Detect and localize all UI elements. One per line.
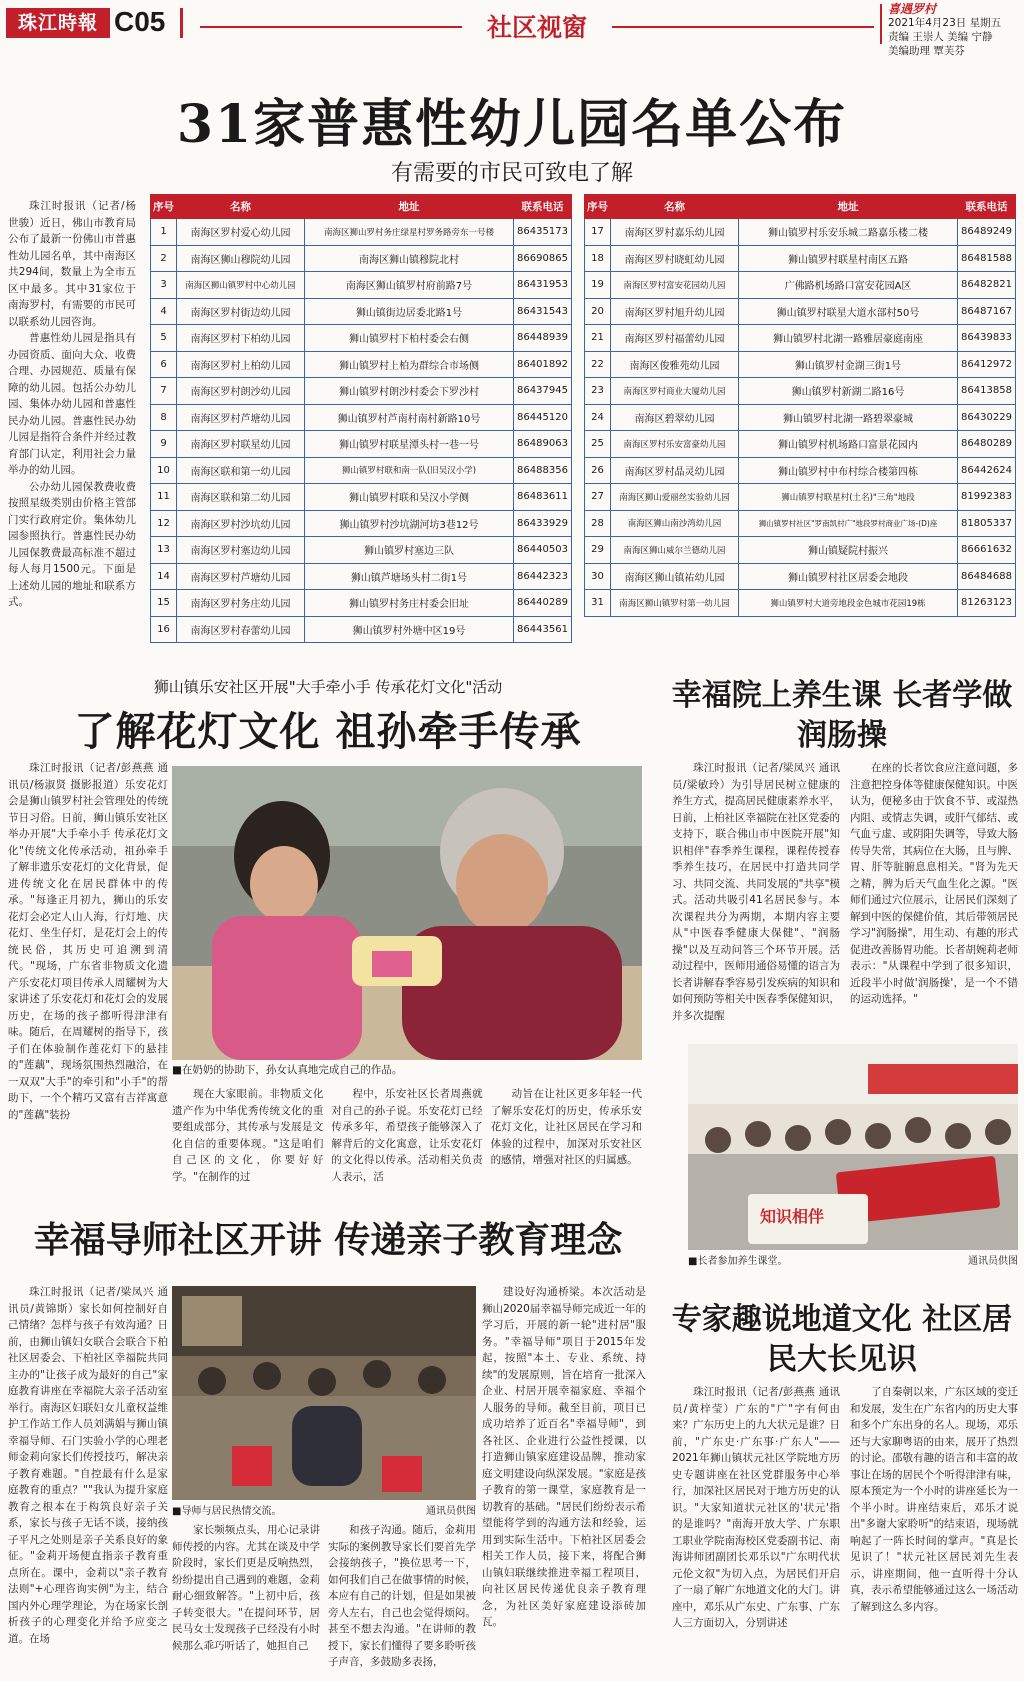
kindergarten-name: 南海区罗村芦塘幼儿园 (177, 404, 305, 431)
row-number: 1 (151, 219, 177, 246)
row-number: 13 (151, 537, 177, 564)
story3-photo-credit: 通讯员供图 (426, 1506, 476, 1517)
table-row (585, 457, 1016, 484)
issue-date: 2021年4月23日 星期五 (888, 17, 1002, 29)
row-number: 19 (585, 272, 611, 299)
contact-phone: 86483611 (514, 484, 572, 511)
contact-phone: 86487167 (958, 298, 1016, 325)
contact-phone: 86413858 (958, 378, 1016, 405)
kindergarten-name: 南海区罗村街边幼儿园 (177, 298, 305, 325)
story4-text: 了自秦朝以来，广东区域的变迁和发展，发生在广东省内的历史大事和多个广东出身的名人。现场，邓乐还与大家聊粤语的由来，展开了热烈的讨论。邵敬有趣的语言和丰富的故事让在场的居民个个听得津津有味，原本预定为一个小时的讲座延长为一个半小时。讲座结束后，邓乐才说出"多谢大家聆听"的结束语，现场就响起了一阵长时间的掌声。"真是长见识了！"状元社区居民刘先生表示，讲座期间，他一直听得十分认真，表示希望能够通过这么一场活动了解到这么多内容。 (850, 1386, 1018, 1613)
story1-text: 现在大家眼前。非物质文化遗产作为中华优秀传统文化的重要组成部分，其传承与发展是文化自信的重要体现。"这是咱们自己区的文化，你要好好学。"在制作的过 (172, 1088, 324, 1183)
col-header: 地址 (739, 195, 958, 219)
table-row (585, 245, 1016, 272)
table-row (585, 510, 1016, 537)
col-header: 地址 (305, 195, 514, 219)
story4-text: 珠江时报讯（记者/彭燕燕 通讯员/黄梓莹）广东的"广"字有何由来？广东历史上的九大状元是谁？日前，"广东史·广东事·广东人"——2021年狮山镇状元社区学院地方历史专题讲座在社区党群服务中心举行，加深社区居民对于地方历史的认识。"大家知道状元社区的'状元'指的是谁吗？"南海开放大学、广东职工职业学院南海校区党委副书记、南海讲师团副团长邓乐以"广东明代状元伦文叙"为切入点，为居民们开启了一扇了解广东地道文化的大门。讲座中，邓乐从广东史、广东事、广东人三方面切入，分别讲述 (672, 1386, 840, 1629)
row-number: 22 (585, 351, 611, 378)
contact-phone: 86430229 (958, 404, 1016, 431)
kindergarten-address: 狮山镇罗村北湖一路雅居豪庭南座 (739, 325, 958, 352)
contact-phone: 86482821 (958, 272, 1016, 299)
row-number: 11 (151, 484, 177, 511)
masthead (0, 0, 1024, 57)
row-number: 18 (585, 245, 611, 272)
kindergarten-address: 狮山镇罗村塞边三队 (305, 537, 514, 564)
contact-phone: 81805337 (958, 510, 1016, 537)
story3-headline: 幸福导师社区开讲 传递亲子教育理念 (33, 1219, 623, 1261)
table-row (151, 298, 572, 325)
kindergarten-address: 广佛路机场路口富安花园A区 (739, 272, 958, 299)
kindergarten-name: 南海区罗村朗沙幼儿园 (177, 378, 305, 405)
kindergarten-address: 狮山镇罗村外塘中区19号 (305, 616, 514, 643)
story2-caption-text: ■长者参加养生课堂。 (688, 1256, 788, 1267)
contact-phone: 81992383 (958, 484, 1016, 511)
contact-phone: 86442624 (958, 457, 1016, 484)
story2-photo-credit: 通讯员供图 (968, 1256, 1018, 1267)
row-number: 4 (151, 298, 177, 325)
intro-paragraph: 普惠性幼儿园是指具有办园资质、面向大众、收费合理、办园规范、质量有保障的幼儿园。包括公办幼儿园、集体办幼儿园和普惠性民办幼儿园。普惠性民办幼儿园是指符合条件并经过教育部门认定，利用社会力量举办的幼儿园。 (8, 332, 136, 476)
col-header: 名称 (177, 195, 305, 219)
header-rule-right (612, 26, 874, 28)
kindergarten-address: 狮山镇街边居委北路1号 (305, 298, 514, 325)
kindergarten-name: 南海区狮山爱丽丝实验幼儿园 (611, 484, 739, 511)
kindergarten-name: 南海区罗村联星幼儿园 (177, 431, 305, 458)
edition-brand: 喜遇罗村 (888, 2, 937, 16)
kindergarten-address: 南海区狮山罗村务庄绿星村罗务路旁东一号楼 (305, 219, 514, 246)
row-number: 20 (585, 298, 611, 325)
kindergarten-address: 狮山镇罗村联和南一队(旧吴汉小学) (305, 457, 514, 484)
contact-phone: 81263123 (958, 590, 1016, 617)
kindergarten-address: 狮山镇罗村联星村(土名)"三角"地段 (739, 484, 958, 511)
intro-paragraph: 公办幼儿园保教费收费按照星级类别由价格主管部门实行政府定价。集体幼儿园参照执行。普惠性民办幼儿园保教费最高标准不超过每人每月1500元。下面是上述幼儿园的地址和联系方式。 (8, 480, 136, 608)
kindergarten-address: 狮山镇罗村乐安乐城二路嘉乐楼二楼 (739, 219, 958, 246)
kindergarten-address: 狮山镇疑院村振兴 (739, 537, 958, 564)
table-row (585, 298, 1016, 325)
kindergarten-name: 南海区罗村爱心幼儿园 (177, 219, 305, 246)
kindergarten-address: 狮山镇罗村沙坑湖河坊3巷12号 (305, 510, 514, 537)
table-row (585, 563, 1016, 590)
table-row (585, 590, 1016, 617)
story3-columns (172, 1522, 476, 1676)
kindergarten-address: 狮山镇罗村朗沙村委会下罗沙村 (305, 378, 514, 405)
story1-kicker: 狮山镇乐安社区开展"大手牵小手 传承花灯文化"活动 (153, 678, 503, 696)
contact-phone: 86431543 (514, 298, 572, 325)
kindergarten-name: 南海区狮山镇祐幼儿园 (611, 563, 739, 590)
story1-text: 珠江时报讯（记者/彭燕燕 通讯员/杨淑贤 摄影报道）乐安花灯会是狮山镇罗村社会管理处的传统节日习俗。日前，狮山镇乐安社区举办开展"大手牵小手 传承花灯文化"传统文化传承活动，祖孙牵手了解非遗乐安花灯的文化背景，促进传统文化在居民群体中的传承。"每逢正月初九，狮山的乐安花灯会必定人山人海，行灯地、庆花灯、坐生仔灯，是花灯会上的传统民俗，其历史可追溯到清代。"现场，广东省非物质文化遗产乐安花灯项目传承人周耀树为大家讲述了乐安花灯和花灯会的发展历史，在场的孩子都听得津津有味。随后，在周耀树的指导下，孩子们在体验制作莲花灯下的悬挂的"莲藕"，现场氛围热烈融洽，在一双双"大手"的牵引和"小手"的帮助下，一个个精巧又富有吉祥寓意的"莲藕"装扮 (8, 762, 168, 1121)
row-number: 31 (585, 590, 611, 617)
kindergarten-address: 狮山镇罗村联星村南区五路 (739, 245, 958, 272)
story1-column (491, 1086, 642, 1172)
story3-text: 建设好沟通桥梁。本次活动是狮山2020届幸福导师完成近一年的学习后，开展的新一轮"进村居"服务。"幸福导师"项目于2015年发起，按照"本土、专业、系统、持续"的发展原则，旨在培育一批深入企业、村居开展幸福家庭、幸福个人服务的导师。截至目前，项目已成功培养了近百名"幸福导师"，到各社区、企业进行公益性授课，以打造狮山镇家庭建设品牌，推动家庭文明建设向纵深发展。"家庭是孩子教育的第一课堂，家庭教育是一切教育的基础。"居民们纷纷表示希望能将学到的沟通方法和经验，运用到实际生活中。下柏社区居委会相关工作人员，接下来，将配合狮山镇妇联继续推进幸福工程项目，向社区居民传递优良亲子教育理念，为社区美好家庭建设添砖加瓦。 (482, 1286, 646, 1628)
row-number: 2 (151, 245, 177, 272)
col-header: 联系电话 (958, 195, 1016, 219)
main-headline: 31家普惠性幼儿园名单公布 (176, 94, 848, 155)
row-number: 8 (151, 404, 177, 431)
section-title: 社区视窗 (486, 13, 587, 42)
kindergarten-name: 南海区罗村上柏幼儿园 (177, 351, 305, 378)
kindergarten-name: 南海区狮山穆院幼儿园 (177, 245, 305, 272)
contact-phone: 86437945 (514, 378, 572, 405)
kindergarten-address: 狮山镇罗村大道旁地段金色城市花园19栋 (739, 590, 958, 617)
row-number: 7 (151, 378, 177, 405)
story3-photo (172, 1286, 476, 1500)
contact-phone: 86412972 (958, 351, 1016, 378)
row-number: 10 (151, 457, 177, 484)
kindergarten-name: 南海区联和第二幼儿园 (177, 484, 305, 511)
kindergarten-address: 狮山镇罗村社区"罗南凯村广"地段罗村商业广场-(D)座 (739, 510, 958, 537)
kindergarten-address: 狮山镇罗村下柏村委会右侧 (305, 325, 514, 352)
col-header: 名称 (611, 195, 739, 219)
story2-column (850, 760, 1018, 1036)
contact-phone: 86448939 (514, 325, 572, 352)
banner-text: 知识相伴 (760, 1207, 825, 1226)
contact-phone: 86489063 (514, 431, 572, 458)
col-header: 联系电话 (514, 195, 572, 219)
story4-column (850, 1384, 1018, 1676)
kindergarten-address: 狮山镇罗村芦南村南村新路10号 (305, 404, 514, 431)
row-number: 21 (585, 325, 611, 352)
kindergarten-name: 南海区罗村旭升幼儿园 (611, 298, 739, 325)
table-row (151, 272, 572, 299)
table-row (585, 219, 1016, 246)
contact-phone: 86440503 (514, 537, 572, 564)
story1-column (8, 760, 168, 1170)
editor-credit: 责编 王崇人 美编 宁静 (888, 31, 993, 43)
table-row (585, 537, 1016, 564)
intro-paragraph: 珠江时报讯（记者/杨世骏）近日，佛山市教育局公布了最新一份佛山市普惠性幼儿园名单，其中南海区共294间，数量上为全市五区中最多。其中31家位于南海罗村，有需要的市民可以联系幼儿园咨询。 (8, 200, 136, 328)
table-row (585, 404, 1016, 431)
contact-phone: 86661632 (958, 537, 1016, 564)
table-row (585, 272, 1016, 299)
parenting-lecture-photo-icon (172, 1286, 476, 1500)
kindergarten-name: 南海区狮山威尔兰德幼儿园 (611, 537, 739, 564)
story1-text: 动旨在让社区更多年轻一代了解乐安花灯的历史，传承乐安花灯文化，让社区居民在学习和体验的过程中，加深对乐安社区的感情，增强对社区的归属感。 (490, 1088, 642, 1166)
table-row (151, 616, 572, 643)
header-info-divider (880, 4, 882, 44)
kindergarten-address: 狮山镇罗村联星潭头村一巷一号 (305, 431, 514, 458)
newspaper-logo: 珠江時報 (6, 8, 110, 38)
contact-phone: 86443561 (514, 616, 572, 643)
kindergarten-address: 南海区狮山镇罗村府前路7号 (305, 272, 514, 299)
contact-phone: 86488356 (514, 457, 572, 484)
story3-column (172, 1522, 320, 1676)
kindergarten-name: 南海区罗村沙坑幼儿园 (177, 510, 305, 537)
kindergarten-name: 南海区罗村塞边幼儿园 (177, 537, 305, 564)
table-row (585, 484, 1016, 511)
story1-headline: 了解花灯文化 祖孙牵手传承 (74, 708, 582, 755)
kindergarten-name: 南海区罗村乐安富豪幼儿园 (611, 431, 739, 458)
story2-text: 在座的长者饮食应注意问题，多注意把控身体等健康保健知识。中医认为，便秘多由于饮食不节、或湿热内阻、或情志失调，或肝气郁结、或气血亏虚、或阴阳失调等，导致大肠传导失常，其病位在大肠，且与脾、胃、肝等脏腑息息相关。"肾为先天之精，脾为后天气血生化之源。"医师们通过穴位展示，让居民们深刻了解到中医的保健价值，其后带领居民学习"润肠操"，用生动、有趣的形式促进改善肠胃功能。长者胡婉莉老师表示："从课程中学到了很多知识，近段半小时做'润肠操'，是一个不错的运动选择。" (850, 762, 1018, 1005)
row-number: 3 (151, 272, 177, 299)
contact-phone: 86481588 (958, 245, 1016, 272)
kindergarten-name: 南海区罗村富安花园幼儿园 (611, 272, 739, 299)
kindergarten-address: 狮山镇罗村上柏为群综合市场侧 (305, 351, 514, 378)
kindergarten-table-left (150, 194, 572, 643)
table-row (151, 563, 572, 590)
kindergarten-address: 南海区狮山镇穆院北村 (305, 245, 514, 272)
kindergarten-table-right (584, 194, 1016, 617)
table-row (151, 590, 572, 617)
table-row (151, 219, 572, 246)
story1-caption: ■在奶奶的协助下，孙女认真地完成自己的作品。 (172, 1064, 403, 1076)
story4-headline: 专家趣说地道文化 社区居民大长见识 (671, 1302, 1013, 1377)
story2-column (672, 760, 840, 1036)
kindergarten-address: 狮山镇罗村新湖二路16号 (739, 378, 958, 405)
kindergarten-name: 南海区狮山镇罗村第一幼儿园 (611, 590, 739, 617)
row-number: 28 (585, 510, 611, 537)
contact-phone: 86433929 (514, 510, 572, 537)
kindergarten-name: 南海区罗村下柏幼儿园 (177, 325, 305, 352)
kindergarten-address: 狮山镇罗村联和吴汉小学侧 (305, 484, 514, 511)
page-number: C05 (114, 6, 166, 37)
contact-phone: 86439833 (958, 325, 1016, 352)
kindergarten-name: 南海区罗村嘉乐幼儿园 (611, 219, 739, 246)
kindergarten-address: 狮山镇罗村中布村综合楼第四栋 (739, 457, 958, 484)
table-row (151, 351, 572, 378)
row-number: 5 (151, 325, 177, 352)
table-row (151, 325, 572, 352)
row-number: 29 (585, 537, 611, 564)
story3-text: 珠江时报讯（记者/梁凤兴 通讯员/黄锦斯）家长如何控制好自己情绪？怎样与孩子有效沟通？日前，由狮山镇妇女联合会联合下柏社区居委会、下柏社区幸福院共同主办的"让孩子成为最好的自己"家庭教育讲座在幸福院大亲子活动室举行。南海区妇联妇女儿童权益维护工作站工作人员刘满娟与狮山镇幸福导师、石门实验小学的心理老师金莉向家长们传授技巧，解决亲子教育难题。"自控最有什么是家庭教育的重点？""我认为提升家庭教育之根本在于构筑良好亲子关系，家长与孩子无话不谈，接纳孩子平凡之处则是亲子关系良好的象征。"金莉开场便直指亲子教育重点所在。课中，金莉以"亲子教育法则"+心理咨询实例"为主，结合国内外心理学理论，为在场家长剖析孩子的心理变化并给予应变之道。在场 (8, 1286, 168, 1645)
kindergarten-name: 南海区罗村福蕾幼儿园 (611, 325, 739, 352)
table-row (585, 431, 1016, 458)
story4-columns (672, 1384, 1018, 1676)
kindergarten-name: 南海区罗村务庄幼儿园 (177, 590, 305, 617)
row-number: 26 (585, 457, 611, 484)
row-number: 30 (585, 563, 611, 590)
story4-column (672, 1384, 840, 1676)
table-row (585, 351, 1016, 378)
table-row (151, 484, 572, 511)
assistant-credit: 美编助理 覃芙芬 (888, 45, 965, 57)
table-row (151, 537, 572, 564)
lantern-craft-photo-icon (172, 766, 642, 1060)
kindergarten-name: 南海区联和第一幼儿园 (177, 457, 305, 484)
story3-caption (172, 1502, 476, 1517)
row-number: 25 (585, 431, 611, 458)
row-number: 27 (585, 484, 611, 511)
contact-phone: 86440289 (514, 590, 572, 617)
contact-phone: 86435173 (514, 219, 572, 246)
story2-text: 珠江时报讯（记者/梁凤兴 通讯员/梁敏玲）为引导居民树立健康的养生方式，提高居民健康素养水平，日前，上柏社区幸福院在社区党委的支持下，联合佛山市中医院开展"知识相伴"春季养生课程，课程传授春季养生技巧，在居民中打造共同学习、共同交流、共同发展的"共享"模式。活动共吸引41名居民参与。本次课程共分为两期，本期内容主要从"中医春季健康大保健"、"润肠操"以及互动问答三个环节开展。活动过程中，医师用通俗易懂的语言为长者讲解春季容易引发疾病的知识和如何预防等相关中医春季保健知识，并多次提醒 (672, 762, 840, 1022)
story2-columns (672, 760, 1018, 1036)
table-row (151, 245, 572, 272)
row-number: 16 (151, 616, 177, 643)
kindergarten-address: 狮山镇罗村社区居委会地段 (739, 563, 958, 590)
row-number: 17 (585, 219, 611, 246)
story3-column (482, 1284, 646, 1676)
kindergarten-name: 南海区俊雅苑幼儿园 (611, 351, 739, 378)
contact-phone: 86690865 (514, 245, 572, 272)
story2-caption (688, 1252, 1018, 1267)
kindergarten-address: 狮山镇罗村联星大道水部村50号 (739, 298, 958, 325)
table-row (151, 431, 572, 458)
header-rule-left (200, 26, 462, 28)
row-number: 9 (151, 431, 177, 458)
contact-phone: 86484688 (958, 563, 1016, 590)
story3-caption-text: ■导师与居民热情交流。 (172, 1506, 282, 1517)
story1-text: 程中，乐安社区长者周燕就对自己的孙子说。乐安花灯已经传承多年，希望孩子能够深入了解背后的文化寓意，让乐安花灯的文化得以传承。活动相关负责人表示，活 (331, 1088, 483, 1183)
contact-phone: 86442323 (514, 563, 572, 590)
story3-text: 家长频频点头，用心记录讲师传授的内容。尤其在谈及中学阶段时，家长们更是反响热烈，纷纷提出自己遇到的难题，金莉耐心细致解答。"上初中后，孩子转变很大。"在提问环节，居民马女士发现孩子已经没有小时候那么乖巧听话了，她担自己 (172, 1524, 320, 1652)
kindergarten-name: 南海区狮山南沙湾幼儿园 (611, 510, 739, 537)
header-divider (180, 8, 183, 38)
story1-column (331, 1086, 483, 1183)
kindergarten-name: 南海区碧翠幼儿园 (611, 404, 739, 431)
table-row (585, 325, 1016, 352)
kindergarten-name: 南海区狮山镇罗村中心幼儿园 (177, 272, 305, 299)
main-subheadline: 有需要的市民可致电了解 (390, 161, 633, 186)
row-number: 15 (151, 590, 177, 617)
kindergarten-name: 南海区罗村春蕾幼儿园 (177, 616, 305, 643)
contact-phone: 86401892 (514, 351, 572, 378)
table-row (151, 404, 572, 431)
health-class-photo-icon (688, 1044, 1018, 1250)
story1-columns (172, 1086, 642, 1183)
kindergarten-name: 南海区罗村芦塘幼儿园 (177, 563, 305, 590)
kindergarten-address: 狮山镇芦塘场头村二街1号 (305, 563, 514, 590)
contact-phone: 86431953 (514, 272, 572, 299)
story1-column (172, 1086, 324, 1183)
col-header: 序号 (585, 195, 611, 219)
kindergarten-name: 南海区罗村晓虹幼儿园 (611, 245, 739, 272)
table-row (151, 510, 572, 537)
contact-phone: 86480289 (958, 431, 1016, 458)
story3-column (8, 1284, 168, 1676)
story1-photo (172, 766, 642, 1060)
contact-phone: 86445120 (514, 404, 572, 431)
col-header: 序号 (151, 195, 177, 219)
row-number: 24 (585, 404, 611, 431)
story2-photo (688, 1044, 1018, 1250)
header-info (888, 2, 1022, 58)
row-number: 12 (151, 510, 177, 537)
intro-article (8, 198, 136, 638)
story3-text: 和孩子沟通。随后，金莉用实际的案例教导家长们要首先学会接纳孩子，"换位思考一下，如何我们自己在做事情的时候，本应有自己的计划，但是如果被旁人左右，自己也会觉得烦闷。甚至不想去沟通。"在讲师的教授下，家长们懂得了要多聆听孩子声音，多鼓励多表扬， (328, 1524, 476, 1668)
story2-headline: 幸福院上养生课 长者学做润肠操 (671, 678, 1013, 753)
row-number: 6 (151, 351, 177, 378)
kindergarten-address: 狮山镇罗村金湖三街1号 (739, 351, 958, 378)
table-row (151, 378, 572, 405)
table-row (151, 457, 572, 484)
kindergarten-name: 南海区罗村商业大厦幼儿园 (611, 378, 739, 405)
kindergarten-address: 狮山镇罗村北湖一路碧翠豪城 (739, 404, 958, 431)
row-number: 14 (151, 563, 177, 590)
row-number: 23 (585, 378, 611, 405)
story3-column (328, 1522, 476, 1676)
contact-phone: 86489249 (958, 219, 1016, 246)
kindergarten-address: 狮山镇罗村务庄村委会旧址 (305, 590, 514, 617)
table-row (585, 378, 1016, 405)
kindergarten-name: 南海区罗村晶灵幼儿园 (611, 457, 739, 484)
kindergarten-address: 狮山镇罗村机场路口富景花园内 (739, 431, 958, 458)
